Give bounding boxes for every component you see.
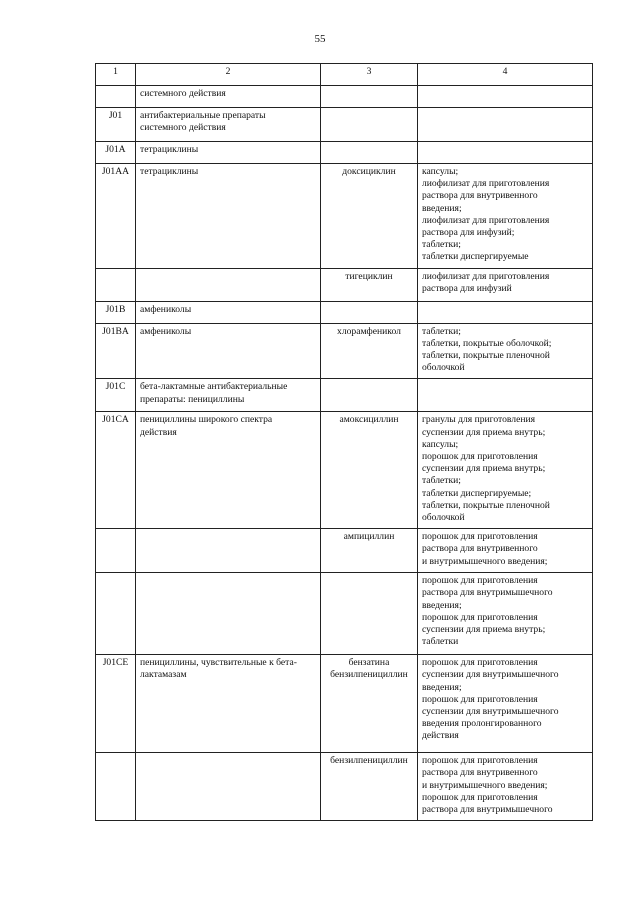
dosage-forms-cell-line: порошок для приготовления bbox=[422, 575, 538, 587]
dosage-forms-cell-line: лиофилизат для приготовления bbox=[422, 270, 550, 282]
dosage-forms-cell-line: введения пролонгированного bbox=[422, 718, 542, 730]
dosage-forms-cell-line: действия bbox=[422, 730, 459, 742]
drug-name-cell bbox=[321, 86, 418, 108]
dosage-forms-cell-line: суспензии для приема внутрь; bbox=[422, 624, 546, 636]
table-row bbox=[96, 301, 593, 323]
group-name-cell-line: пенициллины широкого спектра bbox=[140, 414, 273, 426]
atc-code-cell: J01B bbox=[96, 301, 136, 323]
dosage-forms-cell bbox=[418, 86, 593, 108]
atc-code-cell: J01C bbox=[96, 379, 136, 412]
drug-name-cell-line: хлорамфеникол bbox=[337, 325, 401, 337]
dosage-forms-cell-line: порошок для приготовления bbox=[422, 611, 538, 623]
table-row bbox=[96, 142, 593, 164]
group-name-cell-line: антибактериальные препараты bbox=[140, 110, 266, 121]
dosage-forms-cell-line: таблетки диспергируемые; bbox=[422, 487, 532, 499]
dosage-forms-cell-line: суспензии для приема внутрь; bbox=[422, 426, 546, 438]
dosage-forms-cell bbox=[418, 142, 593, 164]
dosage-forms-cell-line: порошок для приготовления bbox=[422, 531, 538, 543]
dosage-forms-cell-line: таблетки, покрытые пленочной bbox=[422, 350, 550, 362]
drug-name-cell-line: бензилпенициллин bbox=[330, 669, 408, 681]
atc-code-cell: J01 bbox=[96, 108, 136, 142]
dosage-forms-cell-line: таблетки диспергируемые bbox=[422, 251, 529, 263]
drug-name-cell-line: доксициклин bbox=[342, 166, 396, 177]
group-name-cell-line: препараты: пенициллины bbox=[140, 393, 245, 405]
dosage-forms-cell bbox=[418, 301, 593, 323]
group-name-cell-line: системного действия bbox=[140, 122, 226, 134]
table-row bbox=[96, 573, 593, 655]
dosage-forms-cell-line: раствора для инфузий bbox=[422, 282, 512, 294]
header-cell-1: 1 bbox=[96, 64, 136, 86]
dosage-forms-cell-line: введения; bbox=[422, 599, 462, 611]
group-name-cell bbox=[136, 412, 321, 529]
group-name-cell bbox=[136, 301, 321, 323]
atc-code-cell: J01A bbox=[96, 142, 136, 164]
page-number: 55 bbox=[314, 33, 326, 45]
drug-name-cell-line: бензатина bbox=[348, 657, 390, 669]
group-name-cell-line: амфениколы bbox=[140, 325, 192, 337]
dosage-forms-cell-line: таблетки, покрытые оболочкой; bbox=[422, 337, 552, 349]
dosage-forms-cell-line: таблетки bbox=[422, 636, 459, 648]
drug-name-cell bbox=[321, 412, 418, 529]
drug-name-cell bbox=[321, 753, 418, 821]
drug-name-cell bbox=[321, 164, 418, 269]
atc-code-cell: J01BA bbox=[96, 323, 136, 379]
atc-code-cell bbox=[96, 86, 136, 108]
group-name-cell bbox=[136, 529, 321, 573]
dosage-forms-cell-line: введения; bbox=[422, 202, 462, 214]
table-row bbox=[96, 412, 593, 529]
group-name-cell-line: действия bbox=[140, 426, 177, 438]
table-row bbox=[96, 164, 593, 269]
dosage-forms-cell bbox=[418, 753, 593, 821]
dosage-forms-cell-line: суспензии для приема внутрь; bbox=[422, 463, 546, 475]
header-cell-2: 2 bbox=[136, 64, 321, 86]
dosage-forms-cell-line: оболочкой bbox=[422, 512, 465, 524]
drug-name-cell bbox=[321, 301, 418, 323]
dosage-forms-cell-line: раствора для внутривенного bbox=[422, 543, 538, 555]
group-name-cell bbox=[136, 323, 321, 379]
dosage-forms-cell-line: раствора для инфузий; bbox=[422, 227, 515, 239]
drug-name-cell bbox=[321, 268, 418, 301]
group-name-cell-line: системного действия bbox=[140, 88, 226, 99]
dosage-forms-cell bbox=[418, 529, 593, 573]
header-cell-4: 4 bbox=[418, 64, 593, 86]
dosage-forms-cell-line: и внутримышечного введения; bbox=[422, 555, 548, 567]
group-name-cell bbox=[136, 164, 321, 269]
drug-name-cell-line: амоксициллин bbox=[339, 414, 399, 426]
drug-name-cell-line: бензилпенициллин bbox=[330, 755, 408, 767]
drug-name-cell-line: тигециклин bbox=[345, 270, 393, 282]
group-name-cell bbox=[136, 268, 321, 301]
dosage-forms-cell bbox=[418, 268, 593, 301]
atc-code-cell bbox=[96, 573, 136, 655]
group-name-cell bbox=[136, 379, 321, 412]
atc-code-cell bbox=[96, 268, 136, 301]
table-row bbox=[96, 753, 593, 821]
dosage-forms-cell-line: раствора для внутривенного bbox=[422, 767, 538, 779]
atc-code-cell bbox=[96, 753, 136, 821]
group-name-cell-line: тетрациклины bbox=[140, 166, 199, 177]
table-row bbox=[96, 529, 593, 573]
drug-name-cell bbox=[321, 142, 418, 164]
drug-name-cell bbox=[321, 379, 418, 412]
table-row bbox=[96, 268, 593, 301]
header-row bbox=[96, 64, 593, 86]
dosage-forms-cell-line: таблетки; bbox=[422, 239, 461, 251]
dosage-forms-cell-line: раствора для внутримышечного bbox=[422, 804, 553, 816]
drug-name-cell-line: ампициллин bbox=[343, 531, 395, 543]
table-row bbox=[96, 379, 593, 412]
dosage-forms-cell-line: порошок для приготовления bbox=[422, 693, 538, 705]
dosage-forms-cell bbox=[418, 655, 593, 753]
group-name-cell bbox=[136, 108, 321, 142]
drug-name-cell bbox=[321, 108, 418, 142]
dosage-forms-cell bbox=[418, 108, 593, 142]
table-row bbox=[96, 323, 593, 379]
atc-code-cell: J01AA bbox=[96, 164, 136, 269]
atc-code-cell bbox=[96, 529, 136, 573]
dosage-forms-cell-line: суспензии для внутримышечного bbox=[422, 706, 559, 718]
drug-name-cell bbox=[321, 323, 418, 379]
dosage-forms-cell-line: капсулы; bbox=[422, 438, 459, 450]
group-name-cell-line: бета-лактамные антибактериальные bbox=[140, 381, 288, 393]
dosage-forms-cell-line: таблетки; bbox=[422, 325, 461, 337]
dosage-forms-cell bbox=[418, 164, 593, 269]
group-name-cell bbox=[136, 573, 321, 655]
atc-code-cell: J01CE bbox=[96, 655, 136, 753]
table-row bbox=[96, 655, 593, 753]
dosage-forms-cell-line: введения; bbox=[422, 681, 462, 693]
drug-name-cell bbox=[321, 655, 418, 753]
dosage-forms-cell-line: оболочкой bbox=[422, 362, 465, 374]
group-name-cell-line: амфениколы bbox=[140, 303, 192, 315]
table-row bbox=[96, 86, 593, 108]
group-name-cell bbox=[136, 142, 321, 164]
dosage-forms-cell bbox=[418, 323, 593, 379]
drug-name-cell bbox=[321, 529, 418, 573]
table-row bbox=[96, 108, 593, 142]
dosage-forms-cell-line: таблетки; bbox=[422, 475, 461, 487]
dosage-forms-cell bbox=[418, 379, 593, 412]
dosage-forms-cell-line: раствора для внутривенного bbox=[422, 190, 538, 202]
dosage-forms-cell bbox=[418, 412, 593, 529]
group-name-cell-line: тетрациклины bbox=[140, 144, 199, 155]
table-body bbox=[96, 64, 593, 821]
dosage-forms-cell-line: капсулы; bbox=[422, 166, 459, 177]
group-name-cell bbox=[136, 655, 321, 753]
dosage-forms-cell-line: раствора для внутримышечного bbox=[422, 587, 553, 599]
atc-code-cell: J01CA bbox=[96, 412, 136, 529]
dosage-forms-cell-line: порошок для приготовления bbox=[422, 755, 538, 767]
group-name-cell bbox=[136, 86, 321, 108]
dosage-forms-cell bbox=[418, 573, 593, 655]
dosage-forms-cell-line: гранулы для приготовления bbox=[422, 414, 536, 426]
dosage-forms-cell-line: порошок для приготовления bbox=[422, 451, 538, 463]
dosage-forms-cell-line: лиофилизат для приготовления bbox=[422, 178, 550, 190]
dosage-forms-cell-line: таблетки, покрытые пленочной bbox=[422, 499, 550, 511]
drug-name-cell bbox=[321, 573, 418, 655]
group-name-cell-line: пенициллины, чувствительные к бета- bbox=[140, 657, 297, 669]
dosage-forms-cell-line: порошок для приготовления bbox=[422, 791, 538, 803]
group-name-cell-line: лактамазам bbox=[140, 669, 187, 681]
header-cell-3: 3 bbox=[321, 64, 418, 86]
medicines-table bbox=[95, 63, 593, 821]
dosage-forms-cell-line: и внутримышечного введения; bbox=[422, 779, 548, 791]
dosage-forms-cell-line: порошок для приготовления bbox=[422, 657, 538, 669]
dosage-forms-cell-line: лиофилизат для приготовления bbox=[422, 214, 550, 226]
group-name-cell bbox=[136, 753, 321, 821]
dosage-forms-cell-line: суспензии для внутримышечного bbox=[422, 669, 559, 681]
